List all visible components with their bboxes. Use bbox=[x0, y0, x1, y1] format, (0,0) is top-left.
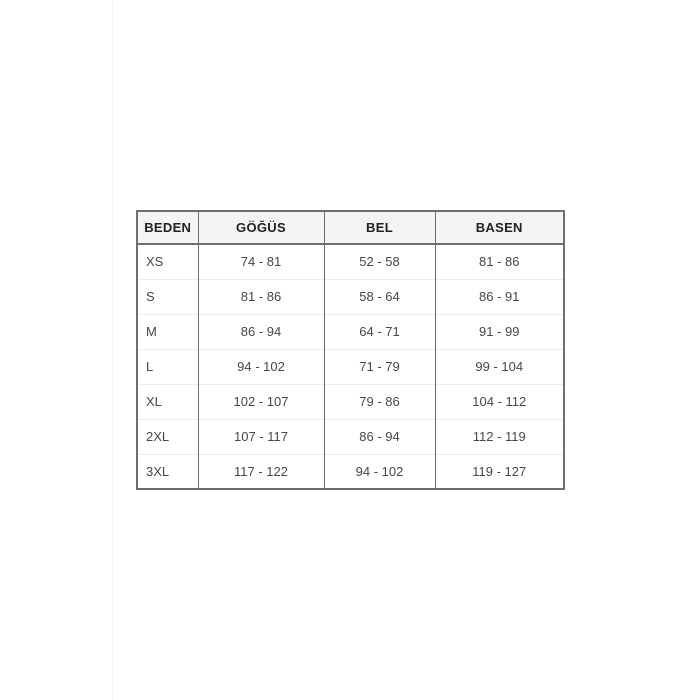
cell-size: XS bbox=[137, 244, 198, 279]
cell-hips: 86 - 91 bbox=[435, 279, 564, 314]
cell-chest: 107 - 117 bbox=[198, 419, 324, 454]
cell-waist: 71 - 79 bbox=[324, 349, 435, 384]
cell-waist: 52 - 58 bbox=[324, 244, 435, 279]
cell-size: L bbox=[137, 349, 198, 384]
column-header-chest: GÖĞÜS bbox=[198, 211, 324, 244]
cell-chest: 86 - 94 bbox=[198, 314, 324, 349]
cell-size: 3XL bbox=[137, 454, 198, 489]
cell-chest: 94 - 102 bbox=[198, 349, 324, 384]
cell-size: M bbox=[137, 314, 198, 349]
cell-size: 2XL bbox=[137, 419, 198, 454]
cell-waist: 79 - 86 bbox=[324, 384, 435, 419]
table-body bbox=[137, 244, 564, 489]
table-row-2xl bbox=[137, 419, 564, 454]
cell-waist: 94 - 102 bbox=[324, 454, 435, 489]
cell-size: S bbox=[137, 279, 198, 314]
table-header bbox=[137, 211, 564, 244]
cell-waist: 64 - 71 bbox=[324, 314, 435, 349]
size-chart-container bbox=[136, 210, 565, 490]
cell-chest: 117 - 122 bbox=[198, 454, 324, 489]
cell-hips: 104 - 112 bbox=[435, 384, 564, 419]
column-header-waist: BEL bbox=[324, 211, 435, 244]
column-header-size: BEDEN bbox=[137, 211, 198, 244]
cell-hips: 119 - 127 bbox=[435, 454, 564, 489]
cell-hips: 91 - 99 bbox=[435, 314, 564, 349]
column-header-hips: BASEN bbox=[435, 211, 564, 244]
table-row-l bbox=[137, 349, 564, 384]
cell-chest: 81 - 86 bbox=[198, 279, 324, 314]
cell-hips: 81 - 86 bbox=[435, 244, 564, 279]
table-row-s bbox=[137, 279, 564, 314]
cell-hips: 99 - 104 bbox=[435, 349, 564, 384]
table-row-xs bbox=[137, 244, 564, 279]
cell-hips: 112 - 119 bbox=[435, 419, 564, 454]
cell-waist: 86 - 94 bbox=[324, 419, 435, 454]
size-chart-table bbox=[136, 210, 565, 490]
cell-size: XL bbox=[137, 384, 198, 419]
header-row bbox=[137, 211, 564, 244]
cell-chest: 74 - 81 bbox=[198, 244, 324, 279]
table-row-m bbox=[137, 314, 564, 349]
table-row-xl bbox=[137, 384, 564, 419]
table-row-3xl bbox=[137, 454, 564, 489]
cell-waist: 58 - 64 bbox=[324, 279, 435, 314]
cell-chest: 102 - 107 bbox=[198, 384, 324, 419]
